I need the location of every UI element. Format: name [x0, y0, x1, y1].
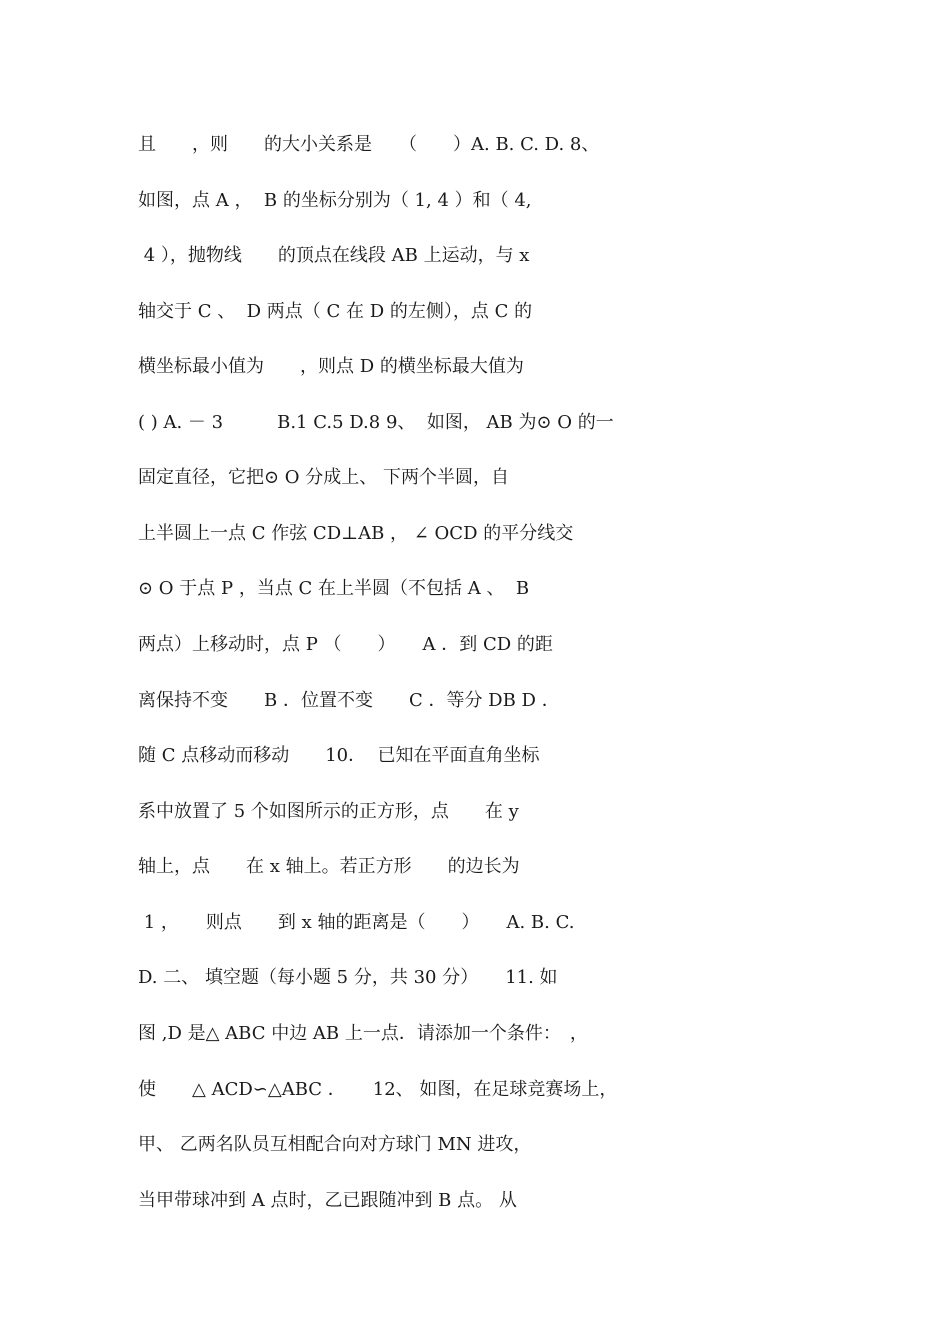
text-line-15: 1 ， 则点 到 x 轴的距离是（ ） A. B. C.	[138, 912, 575, 933]
text-line-3: 4 ），抛物线 的顶点在线段 AB 上运动，与 x	[138, 245, 530, 266]
text-line-2: 如图，点 A ， B 的坐标分别为（ 1, 4 ）和（ 4,	[138, 190, 532, 211]
text-line-8: 上半圆上一点 C 作弦 CD⊥AB ， ∠ OCD 的平分线交	[138, 523, 574, 544]
text-line-19: 甲、 乙两名队员互相配合向对方球门 MN 进攻，	[138, 1134, 532, 1155]
text-line-16: D. 二、 填空题（每小题 5 分，共 30 分） 11. 如	[138, 967, 558, 988]
text-line-12: 随 C 点移动而移动 10． 已知在平面直角坐标	[138, 745, 540, 766]
text-line-1: 且 ，则 的大小关系是 （ ）A. B. C. D. 8、	[138, 134, 600, 155]
text-line-18: 使 △ ACD∽△ABC ． 12、 如图，在足球竞赛场上，	[138, 1079, 618, 1100]
text-line-17: 图 ,D 是△ ABC 中边 AB 上一点．请添加一个条件： ，	[138, 1023, 588, 1044]
text-line-13: 系中放置了 5 个如图所示的正方形，点 在 y	[138, 801, 519, 822]
text-line-9: ⊙ O 于点 P ，当点 C 在上半圆（不包括 A 、 B	[138, 578, 530, 599]
text-line-7: 固定直径，它把⊙ O 分成上、 下两个半圆，自	[138, 467, 510, 488]
text-line-11: 离保持不变 B ．位置不变 C ．等分 DB D ．	[138, 690, 560, 711]
text-line-10: 两点）上移动时，点 P （ ） A ．到 CD 的距	[138, 634, 553, 655]
text-line-4: 轴交于 C 、 D 两点（ C 在 D 的左侧），点 C 的	[138, 301, 533, 322]
text-line-5: 横坐标最小值为 ，则点 D 的横坐标最大值为	[138, 356, 524, 377]
text-line-14: 轴上，点 在 x 轴上。若正方形 的边长为	[138, 856, 520, 877]
text-line-6: ( ) A. － 3 B.1 C.5 D.8 9、 如图， AB 为⊙ O 的一	[138, 412, 614, 433]
text-line-20: 当甲带球冲到 A 点时，乙已跟随冲到 B 点。 从	[138, 1190, 517, 1211]
